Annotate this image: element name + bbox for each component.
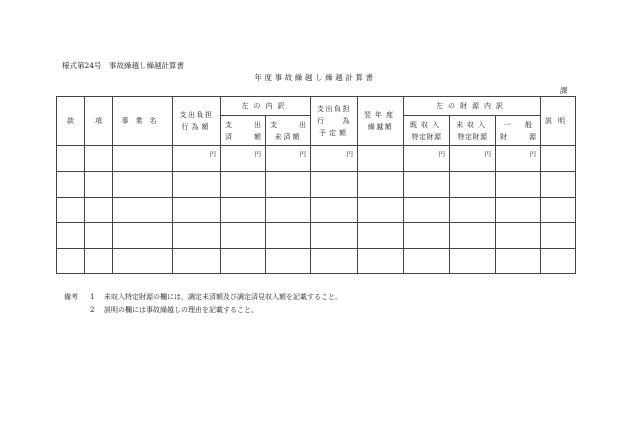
header-ippan-a: 財 [500,132,507,141]
remarks-label: 備考 [64,293,78,301]
cell-setsumei[interactable] [541,145,576,171]
header-yotei-line1: 支出負担 [317,104,351,113]
header-kan: 款 [57,97,85,146]
header-shishutsu-zumi-c: 済 [225,132,232,141]
header-kishunyu-line2: 特定財源 [411,132,442,141]
cell-yokunendo[interactable] [358,248,404,273]
header-shishutsu-zumi-b: 出 [254,120,261,129]
cell-kou[interactable] [85,172,113,197]
document-title: 年度事故繰越し繰越計算書 [254,73,376,82]
cell-yokunendo[interactable] [358,223,404,248]
header-mishunyu-line1: 未収入 [456,120,489,129]
cell-mishunyu[interactable] [450,248,496,273]
cell-yotei[interactable] [311,248,358,273]
cell-kishunyu[interactable]: 円 [404,145,450,171]
cell-kan[interactable] [57,172,85,197]
header-setsumei: 説明 [541,97,576,146]
cell-shishutsu-zumi[interactable] [221,223,266,248]
cell-jigyou-mei[interactable] [113,172,173,197]
cell-kan[interactable] [57,145,85,171]
cell-yotei[interactable] [311,223,358,248]
header-shishutsu-futan [173,97,221,146]
cell-setsumei[interactable] [541,197,576,222]
header-mishishutsu [266,116,311,146]
cell-jigyou-mei[interactable] [113,145,173,171]
cell-yotei[interactable] [311,172,358,197]
cell-setsumei[interactable] [541,248,576,273]
header-yotei-line3: 予定額 [319,128,349,137]
table-row [57,197,576,222]
header-shishutsu-futan-line1: 支出負担 [179,110,214,119]
remarks [64,291,342,317]
cell-yotei[interactable]: 円 [311,145,358,171]
cell-kou[interactable] [85,223,113,248]
cell-kou[interactable] [85,197,113,222]
header-yotei-line2: 行 為 [317,116,351,125]
cell-mishishutsu[interactable] [266,223,311,248]
cell-shishutsu-futan[interactable]: 円 [173,145,221,171]
header-kou: 項 [85,97,113,146]
cell-mishunyu[interactable] [450,172,496,197]
cell-setsumei[interactable] [541,172,576,197]
carryover-calculation-table [56,96,576,274]
cell-mishishutsu[interactable]: 円 [266,145,311,171]
header-mishunyu [450,116,496,146]
header-yokunendo-line1: 翌年度 [364,110,397,119]
cell-shishutsu-futan[interactable] [173,223,221,248]
header-sa-no-uchiwake: 左の内訳 [221,97,311,116]
table-row [57,223,576,248]
cell-kishunyu[interactable] [404,248,450,273]
header-kishunyu-line1: 既収入 [410,120,443,129]
remark-text: 未収入特定財源の欄には，調定未済額及び調定済見収入額を記載すること。 [104,293,342,301]
header-yokunendo [358,97,404,146]
header-shishutsu-zumi-a: 支 [225,120,232,129]
remark-item [64,291,342,304]
table-row [57,248,576,273]
cell-yokunendo[interactable] [358,172,404,197]
cell-setsumei[interactable] [541,223,576,248]
header-mishishutsu-a: 支 [270,120,277,129]
table-row [57,172,576,197]
cell-kou[interactable] [85,145,113,171]
cell-jigyou-mei[interactable] [113,248,173,273]
cell-shishutsu-zumi[interactable] [221,197,266,222]
cell-mishunyu[interactable]: 円 [450,145,496,171]
cell-kou[interactable] [85,248,113,273]
cell-ippan[interactable] [496,223,541,248]
cell-kan[interactable] [57,223,85,248]
cell-ippan[interactable] [496,197,541,222]
header-row-1 [57,97,576,116]
cell-kan[interactable] [57,248,85,273]
cell-mishishutsu[interactable] [266,172,311,197]
cell-yokunendo[interactable] [358,197,404,222]
header-yokunendo-line2: 繰越額 [367,122,394,131]
remark-number: 2 [90,306,95,314]
remark-item [64,304,342,317]
header-jigyou-mei: 事業名 [113,97,173,146]
cell-mishishutsu[interactable] [266,248,311,273]
cell-mishishutsu[interactable] [266,197,311,222]
remark-text: 説明の欄には事故繰越しの理由を記載すること。 [104,306,258,314]
cell-ippan[interactable] [496,248,541,273]
remark-number: 1 [90,293,95,301]
header-shishutsu-zumi-d: 額 [254,132,261,141]
cell-mishunyu[interactable] [450,223,496,248]
cell-shishutsu-futan[interactable] [173,172,221,197]
cell-ippan[interactable]: 円 [496,145,541,171]
header-kishunyu [404,116,450,146]
cell-kan[interactable] [57,197,85,222]
table-row [57,145,576,171]
cell-shishutsu-zumi[interactable] [221,248,266,273]
cell-ippan[interactable] [496,172,541,197]
header-zaigen-uchiwake: 左の財源内訳 [404,97,541,116]
header-ippan-line1: 一 般 [504,120,532,129]
cell-shishutsu-zumi[interactable]: 円 [221,145,266,171]
cell-shishutsu-futan[interactable] [173,197,221,222]
cell-mishunyu[interactable] [450,197,496,222]
header-ippan-b: 源 [529,132,537,141]
cell-yotei[interactable] [311,197,358,222]
header-mishishutsu-b: 出 [299,120,306,129]
header-shishutsu-zumi [221,116,266,146]
cell-kishunyu[interactable] [404,197,450,222]
section-unit-label: 課 [560,86,568,95]
cell-kishunyu[interactable] [404,223,450,248]
header-shishutsu-futan-line2: 行為額 [181,122,212,131]
header-ippan [496,116,541,146]
cell-shishutsu-zumi[interactable] [221,172,266,197]
cell-kishunyu[interactable] [404,172,450,197]
cell-jigyou-mei[interactable] [113,197,173,222]
header-mishishutsu-c: 未済額 [274,132,302,141]
header-yotei [311,97,358,146]
cell-jigyou-mei[interactable] [113,223,173,248]
form-number: 様式第24号 事故繰越し繰越計算書 [62,61,185,70]
header-mishunyu-line2: 特定財源 [457,132,488,141]
cell-shishutsu-futan[interactable] [173,248,221,273]
cell-yokunendo[interactable] [358,145,404,171]
